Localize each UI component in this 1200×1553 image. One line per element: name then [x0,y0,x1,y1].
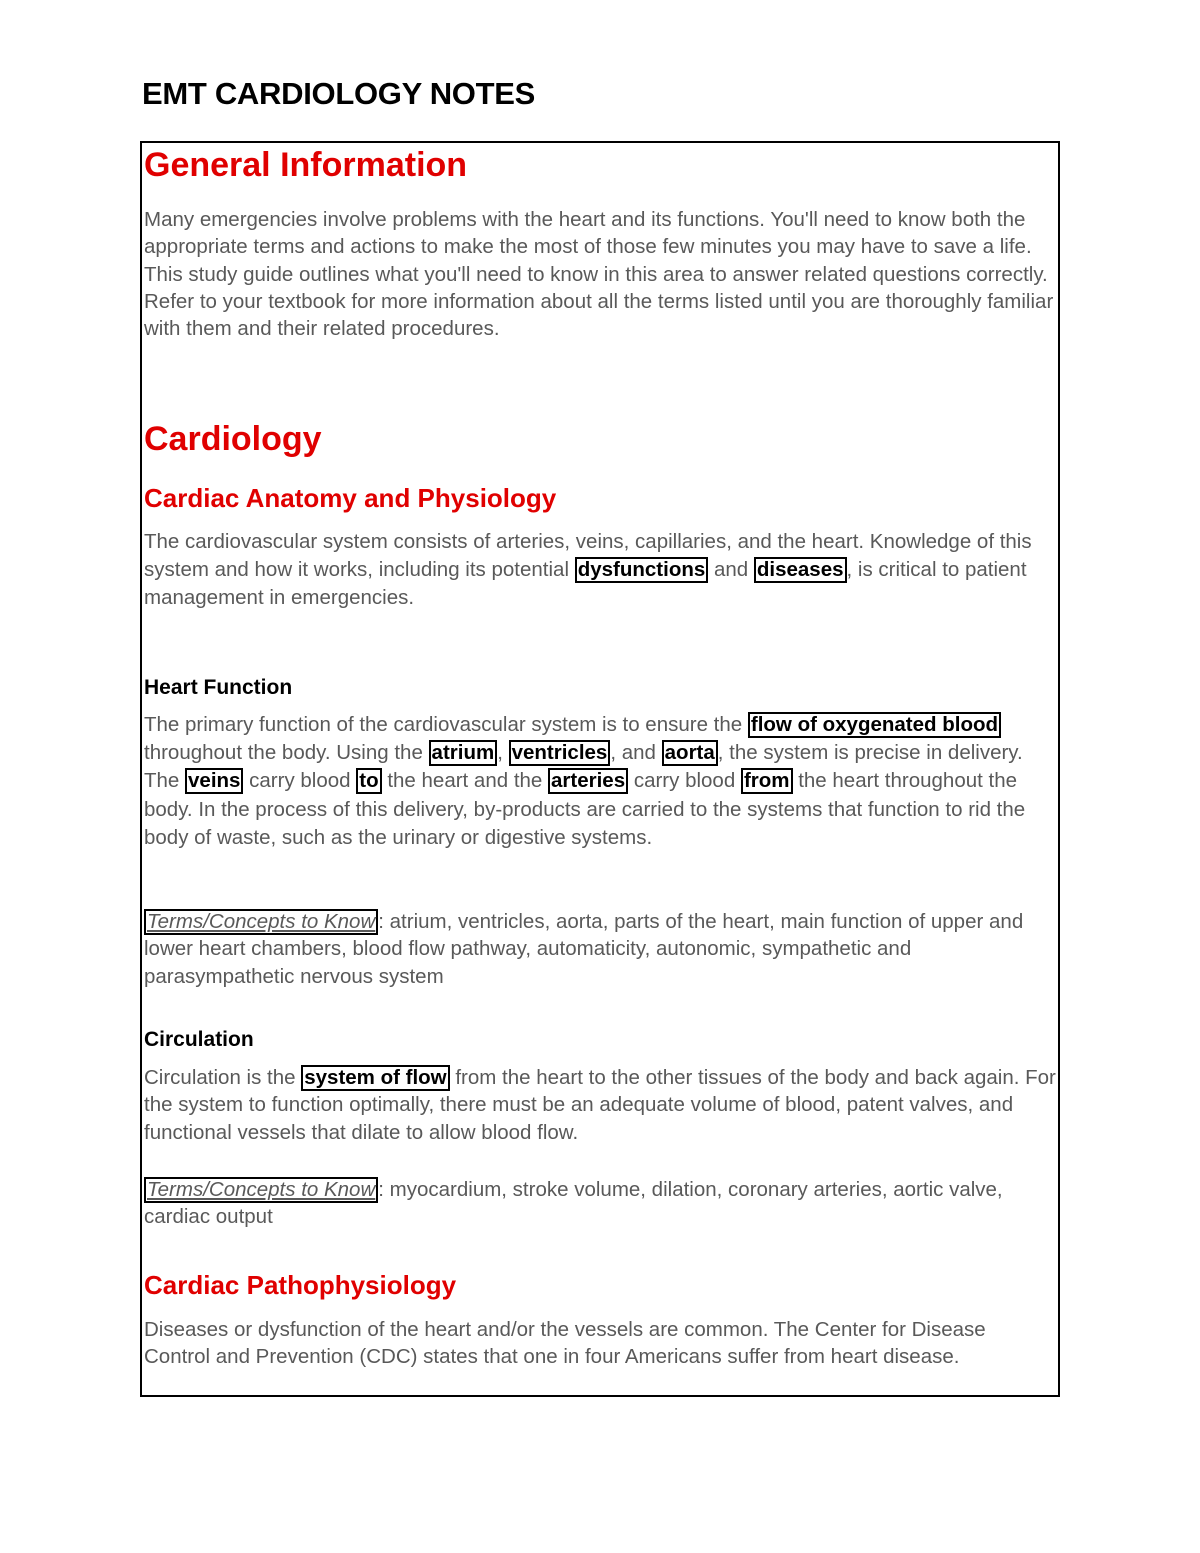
heart-function-text: The primary function of the cardiovascular system is to ensure the [144,713,748,736]
anatomy-text: The cardiovascular system consists of arteries, veins, capillaries, and the heart. Knowledge of this system and how it works, including its potential [144,530,1032,582]
circulation-text: Circulation is the [144,1066,302,1089]
keyword-system-of-flow: system of flow [301,1065,449,1091]
heart-function-text: the heart and the [381,769,549,793]
keyword-atrium: atrium [429,740,498,766]
cardiology-heading: Cardiology [144,420,322,458]
general-information-body: Many emergencies involve problems with the heart and its functions. You'll need to know both the appropriate terms and actions to make the most of those few minutes you may have to save a life. This study guide outlines what you'll need to know in this area to answer related questions correctly. Refer to your textbook for more information about all the terms listed until you are thoroughly familiar with them and their related procedures. [144,208,1054,341]
heart-function-text: carry blood [243,769,357,793]
keyword-ventricles: ventricles [509,740,611,766]
anatomy-heading: Cardiac Anatomy and Physiology [144,483,557,513]
heart-function-text: , and [610,741,662,765]
pathophysiology-heading: Cardiac Pathophysiology [144,1270,457,1300]
pathophysiology-body: Diseases or dysfunction of the heart and/or the vessels are common. The Center for Disease Control and Prevention (CDC) states that one in four Americans suffer from heart disease. [144,1318,986,1369]
notes-box [140,141,1060,1397]
heart-function-text: , the system is precise in delivery. The [144,741,1023,793]
heart-function-text: , [497,741,509,765]
document-title: EMT CARDIOLOGY NOTES [142,76,536,111]
terms-to-know-label: Terms/Concepts to Know [144,1177,378,1203]
anatomy-text: , is critical to patient management in emergencies. [144,558,1027,610]
circulation-terms [144,1176,1056,1231]
circulation-body [144,1064,1056,1146]
circulation-text: from the heart to the other tissues of the body and back again. For the system to function optimally, there must be an adequate volume of blood, patent valves, and functional vessels that dilate to allow blood flow. [144,1066,1056,1144]
terms-to-know-label: Terms/Concepts to Know [144,909,378,935]
heart-function-body [144,711,1056,852]
anatomy-body [144,528,1056,613]
keyword-dysfunctions: dysfunctions [575,557,709,583]
heart-function-heading: Heart Function [144,676,293,699]
terms-to-know-list: : atrium, ventricles, aorta, parts of the heart, main function of upper and lower heart chambers, blood flow pathway, automaticity, autonomic, sympathetic and parasympathetic nervous system [144,910,1024,988]
terms-to-know-list: : myocardium, stroke volume, dilation, coronary arteries, aortic valve, cardiac output [144,1178,1003,1229]
keyword-from: from [741,768,793,794]
keyword-diseases: diseases [754,557,847,583]
circulation-heading: Circulation [144,1028,254,1051]
heart-function-text: the heart throughout the body. In the process of this delivery, by-products are carried to the systems that function to rid the body of waste, such as the urinary or digestive systems. [144,769,1026,849]
keyword-flow-of-oxygenated-blood: flow of oxygenated blood [748,712,1001,738]
heart-function-text: throughout the body. Using the [144,741,429,765]
keyword-arteries: arteries [548,768,628,794]
keyword-to: to [356,768,381,794]
anatomy-text: and [708,558,754,582]
keyword-aorta: aorta [662,740,718,766]
heart-function-terms [144,908,1056,990]
heart-function-text: carry blood [628,769,741,793]
keyword-veins: veins [185,768,243,794]
general-information-heading: General Information [144,146,468,184]
